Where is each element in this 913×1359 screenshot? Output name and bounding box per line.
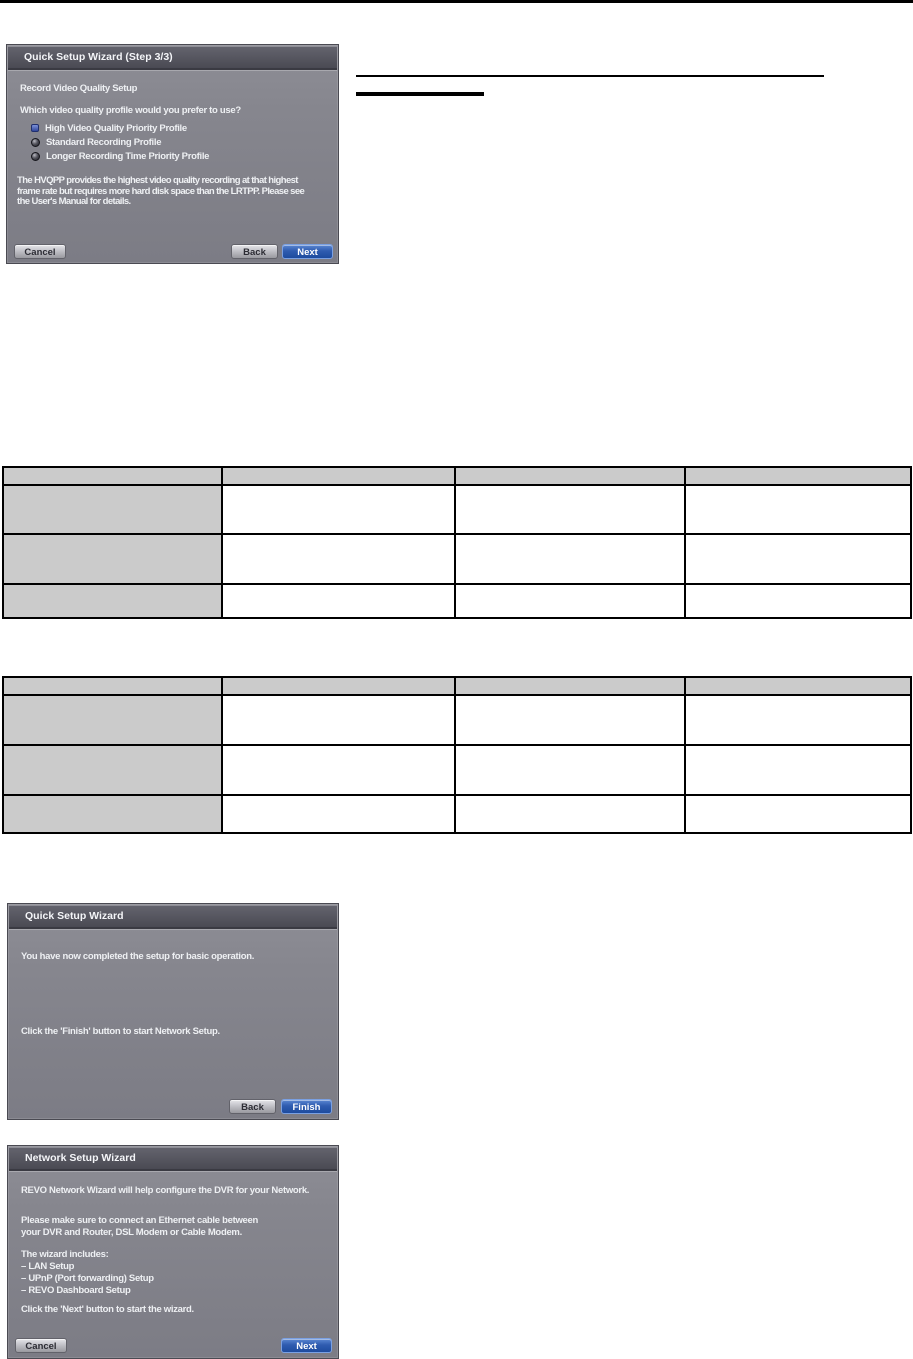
dialog-title: Network Setup Wizard: [25, 1152, 136, 1164]
wizard-includes-heading: The wizard includes:: [21, 1249, 109, 1260]
note-line: The HVQPP provides the highest video quality recording at that highest: [17, 175, 298, 186]
quick-setup-wizard-step3-dialog: [6, 44, 339, 264]
table-header-cell: [222, 467, 455, 485]
table-cell: [222, 745, 455, 795]
redacted-heading-rule: [356, 75, 824, 77]
table-header-cell: [3, 467, 222, 485]
table-header-cell: [455, 467, 685, 485]
network-setup-wizard-dialog: [7, 1145, 339, 1359]
table-row-header-cell: [3, 485, 222, 534]
back-button[interactable]: Back: [229, 1099, 276, 1114]
table-row: [3, 695, 911, 745]
wizard-includes-item: – REVO Dashboard Setup: [21, 1285, 131, 1296]
radio-icon: [31, 138, 40, 147]
radio-option-standard[interactable]: [31, 136, 161, 148]
table-header-cell: [455, 677, 685, 695]
table-header-cell: [222, 677, 455, 695]
quality-question: Which video quality profile would you prefer to use?: [20, 105, 241, 116]
wizard-includes-item: – LAN Setup: [21, 1261, 75, 1272]
back-button[interactable]: Back: [231, 244, 278, 259]
hvqpp-note: [17, 176, 304, 208]
record-quality-heading: Record Video Quality Setup: [20, 83, 138, 94]
table-header-row: [3, 677, 911, 695]
radio-option-lrtpp[interactable]: [31, 150, 209, 162]
table-cell: [222, 584, 455, 618]
cancel-button[interactable]: Cancel: [14, 244, 66, 259]
table-cell: [685, 485, 911, 534]
dialog-titlebar: [9, 906, 337, 929]
table-cell: [455, 745, 685, 795]
finish-instruction-text: Click the 'Finish' button to start Network Setup.: [21, 1026, 220, 1037]
radio-option-label: Longer Recording Time Priority Profile: [46, 150, 210, 162]
table-cell: [222, 534, 455, 584]
ethernet-cable-text-line2: your DVR and Router, DSL Modem or Cable Modem.: [21, 1227, 242, 1238]
comparison-table-2: [2, 676, 912, 834]
note-line: frame rate but requires more hard disk space than the LRTPP. Please see: [17, 185, 305, 197]
table-cell: [455, 584, 685, 618]
table-row-header-cell: [3, 745, 222, 795]
dialog-titlebar: [9, 1148, 337, 1171]
table-header-cell: [685, 677, 911, 695]
table-row: [3, 795, 911, 833]
table-cell: [685, 795, 911, 833]
wizard-includes-item: – UPnP (Port forwarding) Setup: [21, 1273, 154, 1284]
radio-option-label: High Video Quality Priority Profile: [45, 122, 187, 134]
comparison-table-1: [2, 466, 912, 619]
dialog-titlebar: [8, 47, 337, 70]
table-cell: [685, 534, 911, 584]
network-intro-text: REVO Network Wizard will help configure the DVR for your Network.: [21, 1185, 310, 1196]
table-cell: [222, 485, 455, 534]
page-top-rule: [0, 0, 913, 3]
table-row: [3, 485, 911, 534]
table-header-row: [3, 467, 911, 485]
table-row: [3, 745, 911, 795]
dialog-title: Quick Setup Wizard (Step 3/3): [24, 51, 173, 63]
table-row-header-cell: [3, 534, 222, 584]
table-cell: [455, 795, 685, 833]
finish-button[interactable]: Finish: [281, 1099, 332, 1114]
ethernet-cable-text-line1: Please make sure to connect an Ethernet cable between: [21, 1215, 259, 1226]
table-cell: [455, 534, 685, 584]
table-row: [3, 584, 911, 618]
radio-option-hvqpp[interactable]: [31, 122, 187, 134]
table-row: [3, 534, 911, 584]
table-row-header-cell: [3, 584, 222, 618]
next-button[interactable]: Next: [282, 244, 333, 259]
table-cell: [455, 485, 685, 534]
table-cell: [685, 584, 911, 618]
quick-setup-wizard-finish-dialog: [7, 903, 339, 1120]
table-cell: [455, 695, 685, 745]
table-cell: [222, 795, 455, 833]
next-button[interactable]: Next: [281, 1338, 332, 1353]
setup-complete-text: You have now completed the setup for basic operation.: [21, 951, 255, 962]
table-cell: [685, 695, 911, 745]
cancel-button[interactable]: Cancel: [15, 1338, 67, 1353]
radio-option-label: Standard Recording Profile: [46, 136, 162, 148]
radio-icon: [31, 152, 40, 161]
redacted-subheading-rule: [356, 92, 484, 96]
table-row-header-cell: [3, 795, 222, 833]
table-row-header-cell: [3, 695, 222, 745]
note-line: the User's Manual for details.: [17, 196, 131, 207]
table-cell: [222, 695, 455, 745]
table-cell: [685, 745, 911, 795]
table-header-cell: [3, 677, 222, 695]
radio-selected-icon: [31, 124, 39, 132]
table-header-cell: [685, 467, 911, 485]
next-instruction-text: Click the 'Next' button to start the wizard.: [21, 1304, 194, 1315]
dialog-title: Quick Setup Wizard: [25, 910, 124, 922]
